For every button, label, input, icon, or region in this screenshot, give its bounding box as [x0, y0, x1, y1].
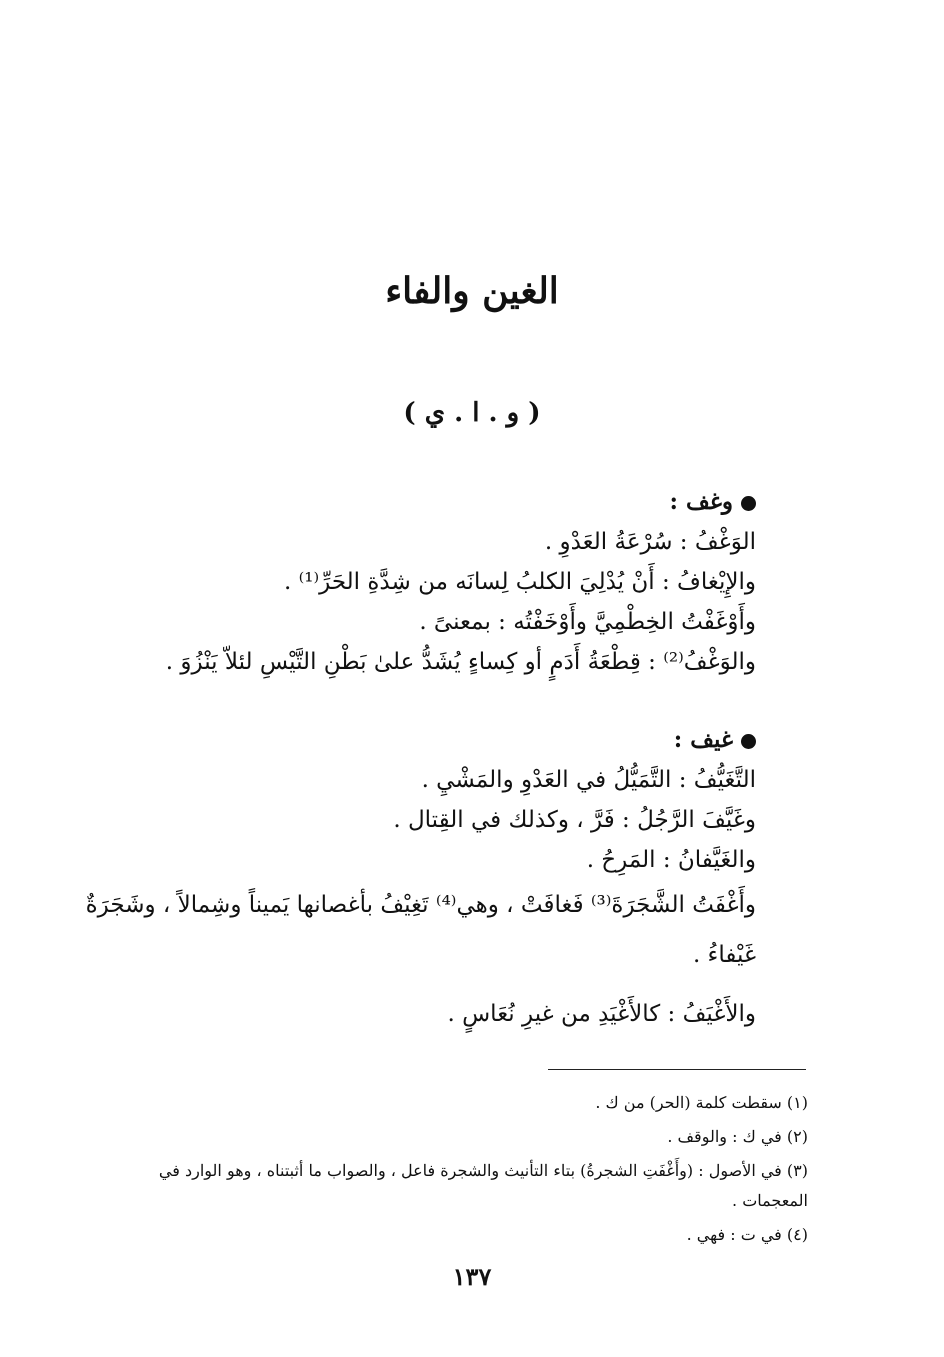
definition-line: وأَوْغَفْتُ الخِطْمِيَّ وأَوْخَفْتُه : بمعنىً . — [419, 609, 756, 635]
definition-line: الوَغْفُ : سُرْعَةُ العَدْوِ . — [544, 529, 756, 555]
entry-head — [36, 720, 756, 760]
footnote-divider — [548, 1069, 806, 1070]
bullet-icon — [741, 496, 756, 511]
definition-line: وغَيَّفَ الرَّجُلُ : فَرَّ ، وكذلك في القِتال . — [393, 807, 756, 833]
entry-head — [36, 482, 756, 522]
entry-wagf — [36, 482, 756, 682]
footnote: (١) سقطت كلمة (الحر) من ك . — [595, 1093, 808, 1112]
root-heading: ( و . ا . ي ) — [403, 398, 541, 428]
page-number: ١٣٧ — [452, 1262, 492, 1291]
footnote: (٤) في ت : فهي . — [686, 1225, 808, 1244]
entry-ghayf — [36, 720, 756, 1034]
entry-head-label: غيف : — [673, 726, 733, 753]
footnotes — [128, 1088, 808, 1254]
definition-line: والوَغْفُ⁽²⁾ : قِطْعَةُ أَدَمٍ أو كِساءٍ يُشَدُّ علىٰ بَطْنِ التَّيْسِ لئلاّ يَنْزُوَ . — [165, 649, 756, 675]
bullet-icon — [741, 734, 756, 749]
definition-line: والأَغْيَفُ : كالأَغْيَدِ من غيرِ نُعَاسٍ . — [447, 1001, 756, 1027]
definition-line: وأَغْفَتُ الشَّجَرَةَ⁽³⁾ فَغافَتْ ، وهي⁽⁴⁾ تَغِيْفُ بأغصانها يَميناً وشِمالاً ، وشَجَرَةٌ غَيْفاءُ . — [85, 892, 756, 968]
definition-line: والإِيْغافُ : أَنْ يُدْلِيَ الكلبُ لِسانَه من شِدَّةِ الحَرِّ⁽¹⁾ . — [283, 569, 756, 595]
footnote: (٣) في الأصول : (وأَغْفَتِ الشجرةُ) بتاء التأنيث والشجرة فاعل ، والصواب ما أثبتناه ، وهو الوارد في المعجمات . — [158, 1161, 808, 1210]
chapter-title: الغين والفاء — [385, 270, 559, 312]
definition-line: والغَيَّفانُ : المَرِحُ . — [586, 847, 756, 873]
definition-line: التَّغَيُّفُ : التَّمَيُّلُ في العَدْوِ والمَشْيِ . — [421, 767, 756, 793]
entry-head-label: وغف : — [669, 488, 733, 515]
footnote: (٢) في ك : والوقف . — [667, 1127, 808, 1146]
